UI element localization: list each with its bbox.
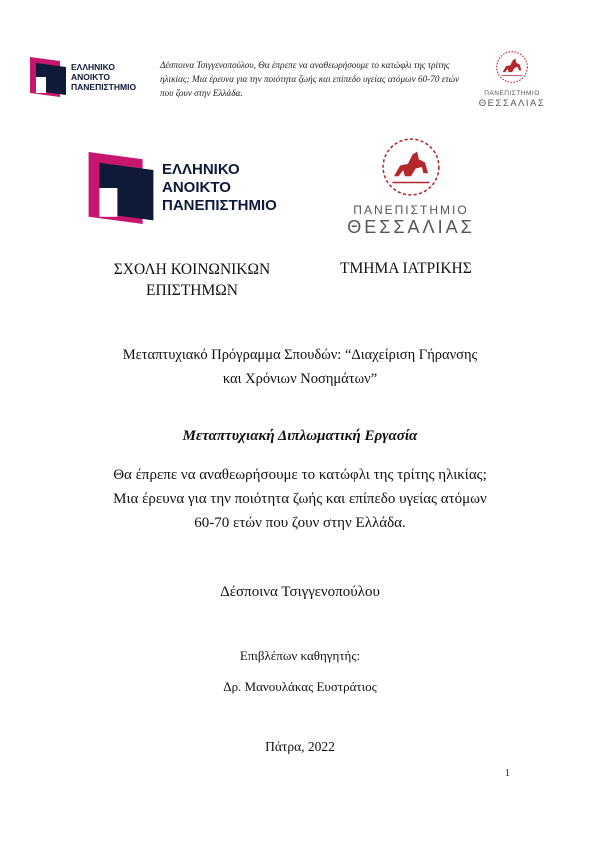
uth-centaur-seal-icon: [378, 136, 444, 198]
program-title: [0, 343, 600, 391]
uth-logo: [330, 136, 492, 238]
header-eap-logo: [30, 57, 136, 97]
eap-logo-line: ΕΛΛΗΝΙΚΟ: [71, 62, 116, 72]
uth-logo-word1: ΠΑΝΕΠΙΣΤΗΜΙΟ: [353, 203, 469, 217]
author-name: Δέσποινα Τσιγγενοπούλου: [220, 584, 380, 600]
eap-emblem-icon: [88, 152, 154, 224]
running-header-title: Δέσποινα Τσιγγενοπούλου, Θα έπρεπε να αναθεωρήσουμε το κατώφλι της τρίτης ηλικίας; Μια έρευνα για την ποιότητα ζωής και επίπεδο υγείας ατόμων 60-70 ετών που ζουν στην Ελλάδα.: [160, 60, 460, 98]
eap-logo-line: ΠΑΝΕΠΙΣΤΗΜΙΟ: [71, 82, 137, 92]
program-title-line: Μεταπτυχιακό Πρόγραμμα Σπουδών: “Διαχείριση Γήρανσης: [122, 347, 478, 363]
eap-logo-line: ΕΛΛΗΝΙΚΟ: [162, 161, 240, 178]
uth-logo-word2: ΘΕΣΣΑΛΙΑΣ: [478, 98, 546, 109]
thesis-title-line: Θα έπρεπε να αναθεωρήσουμε το κατώφλι της τρίτης ηλικίας;: [113, 467, 487, 483]
program-title-line: και Χρόνιων Νοσημάτων”: [222, 371, 378, 387]
header-uth-logo: [466, 50, 558, 109]
school-name-line: ΣΧΟΛΗ ΚΟΙΝΩΝΙΚΩΝ: [113, 261, 271, 278]
uth-centaur-seal-icon: [495, 50, 529, 84]
uth-logo-word2: ΘΕΣΣΑΛΙΑΣ: [347, 217, 475, 237]
thesis-title-line: Μια έρευνα για την ποιότητα ζωής και επίπεδο υγείας ατόμων: [113, 491, 487, 507]
page-number: 1: [505, 768, 510, 779]
school-name: [92, 259, 292, 301]
thesis-title: [0, 463, 600, 535]
eap-logo-line: ΠΑΝΕΠΙΣΤΗΜΙΟ: [162, 197, 277, 214]
department-name: ΤΜΗΜΑ ΙΑΤΡΙΚΗΣ: [340, 260, 472, 277]
eap-logo-line: ΑΝΟΙΚΤΟ: [162, 179, 231, 196]
eap-logo: [88, 152, 277, 224]
uth-logo-word1: ΠΑΝΕΠΙΣΤΗΜΙΟ: [484, 90, 540, 97]
school-name-line: ΕΠΙΣΤΗΜΩΝ: [145, 282, 238, 299]
eap-emblem-icon: [30, 57, 66, 97]
supervisor-name: Δρ. Μανουλάκας Ευστράτιος: [223, 679, 377, 694]
place-date: Πάτρα, 2022: [265, 739, 335, 754]
supervisor-label: Επιβλέπων καθηγητής:: [239, 648, 361, 663]
thesis-title-line: 60-70 ετών που ζουν στην Ελλάδα.: [194, 515, 406, 531]
thesis-type: Μεταπτυχιακή Διπλωματική Εργασία: [182, 428, 418, 444]
eap-logo-line: ΑΝΟΙΚΤΟ: [71, 72, 111, 82]
